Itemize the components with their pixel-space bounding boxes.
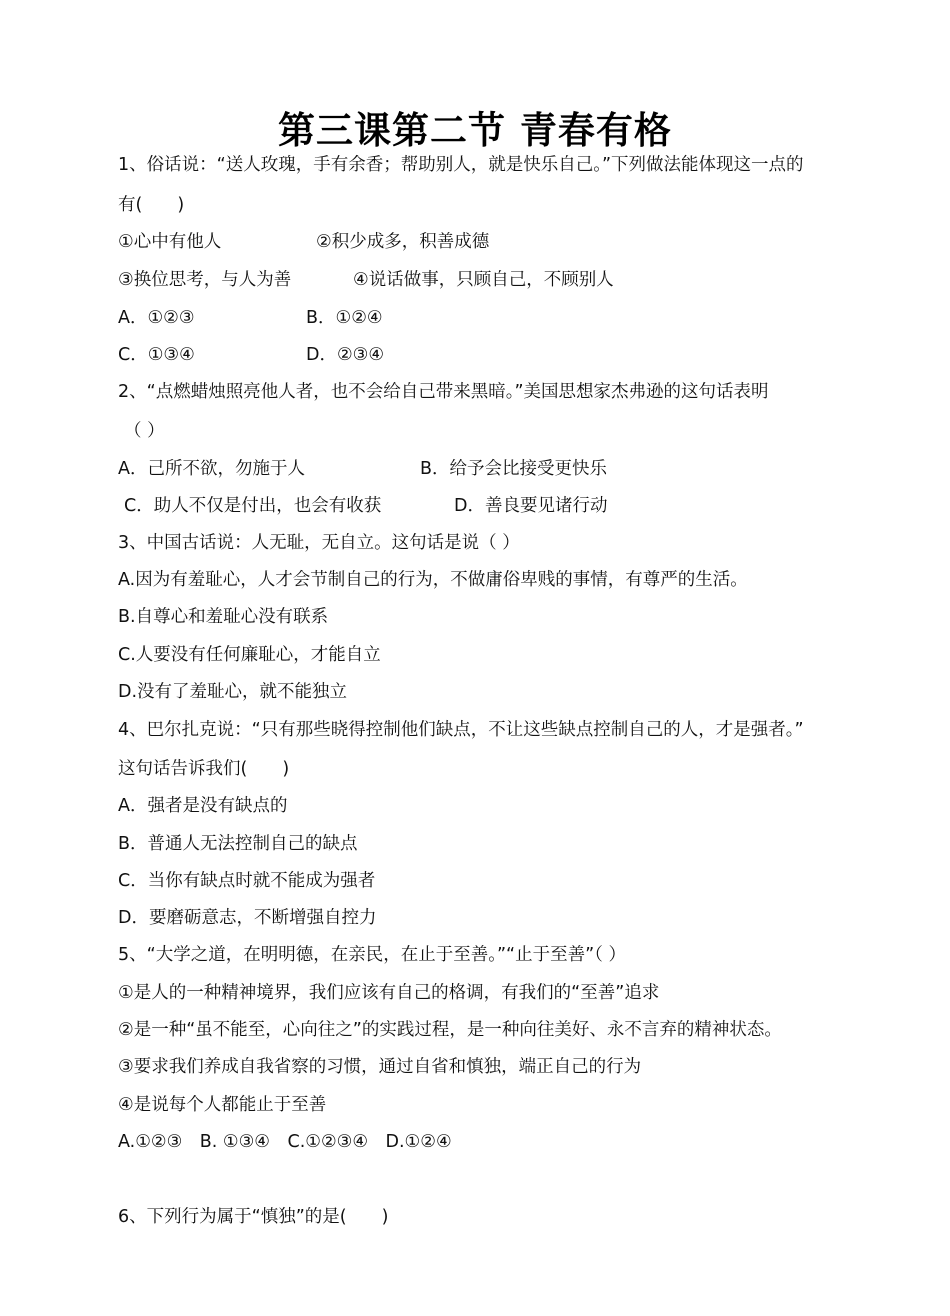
q5-option-4: ④是说每个人都能止于至善 (118, 1095, 327, 1115)
q1-option-3: ③换位思考，与人为善 (118, 270, 292, 290)
q5-choices: A.①②③ B. ①③④ C.①②③④ D.①②④ (118, 1132, 452, 1152)
q6-stem: 6、下列行为属于“慎独”的是( ) (118, 1207, 389, 1227)
q1-option-1: ①心中有他人 (118, 232, 222, 252)
q2-choice-b: B．给予会比接受更快乐 (420, 459, 608, 479)
q4-stem-line2: 这句话告诉我们( ) (118, 759, 290, 779)
q2-choice-d: D．善良要见诸行动 (454, 496, 608, 516)
q3-choice-b: B.自尊心和羞耻心没有联系 (118, 607, 329, 627)
q2-choice-c: C．助人不仅是付出，也会有收获 (124, 496, 382, 516)
q4-choice-d: D．要磨砺意志，不断增强自控力 (118, 908, 377, 928)
q1-choice-a: A．①②③ (118, 308, 195, 328)
q5-option-2: ②是一种“虽不能至，心向往之”的实践过程，是一种向往美好、永不言弃的精神状态。 (118, 1020, 782, 1040)
q1-stem-line2: 有( ) (118, 195, 185, 215)
q3-choice-d: D.没有了羞耻心，就不能独立 (118, 682, 348, 702)
q5-option-3: ③要求我们养成自我省察的习惯，通过自省和慎独，端正自己的行为 (118, 1057, 642, 1077)
q5-stem: 5、“大学之道，在明明德，在亲民，在止于至善。”“止于至善”（ ） (118, 945, 626, 965)
q4-stem-line1: 4、巴尔扎克说：“只有那些晓得控制他们缺点，不让这些缺点控制自己的人，才是强者。” (118, 720, 804, 740)
q1-choice-c: C．①③④ (118, 345, 195, 365)
q1-option-4: ④说话做事，只顾自己，不顾别人 (353, 270, 614, 290)
q4-choice-a: A．强者是没有缺点的 (118, 796, 288, 816)
q5-option-1: ①是人的一种精神境界，我们应该有自己的格调，有我们的“至善”追求 (118, 983, 660, 1003)
q1-stem-line1: 1、俗话说：“送人玫瑰，手有余香；帮助别人，就是快乐自己。”下列做法能体现这一点的 (118, 155, 804, 175)
q4-choice-c: C．当你有缺点时就不能成为强者 (118, 871, 376, 891)
q3-choice-c: C.人要没有任何廉耻心，才能自立 (118, 645, 381, 665)
q2-stem-line2: （ ） (124, 421, 165, 441)
q1-choice-d: D．②③④ (306, 345, 385, 365)
q3-stem: 3、中国古话说：人无耻，无自立。这句话是说（ ） (118, 533, 520, 553)
q1-option-2: ②积少成多，积善成德 (316, 232, 490, 252)
page-title: 第三课第二节 青春有格 (278, 109, 672, 152)
q2-choice-a: A．己所不欲，勿施于人 (118, 459, 305, 479)
q3-choice-a: A.因为有羞耻心，人才会节制自己的行为，不做庸俗卑贱的事情，有尊严的生活。 (118, 570, 748, 590)
q2-stem-line1: 2、“点燃蜡烛照亮他人者，也不会给自己带来黑暗。”美国思想家杰弗逊的这句话表明 (118, 382, 769, 402)
q4-choice-b: B．普通人无法控制自己的缺点 (118, 834, 358, 854)
q1-choice-b: B．①②④ (306, 308, 383, 328)
